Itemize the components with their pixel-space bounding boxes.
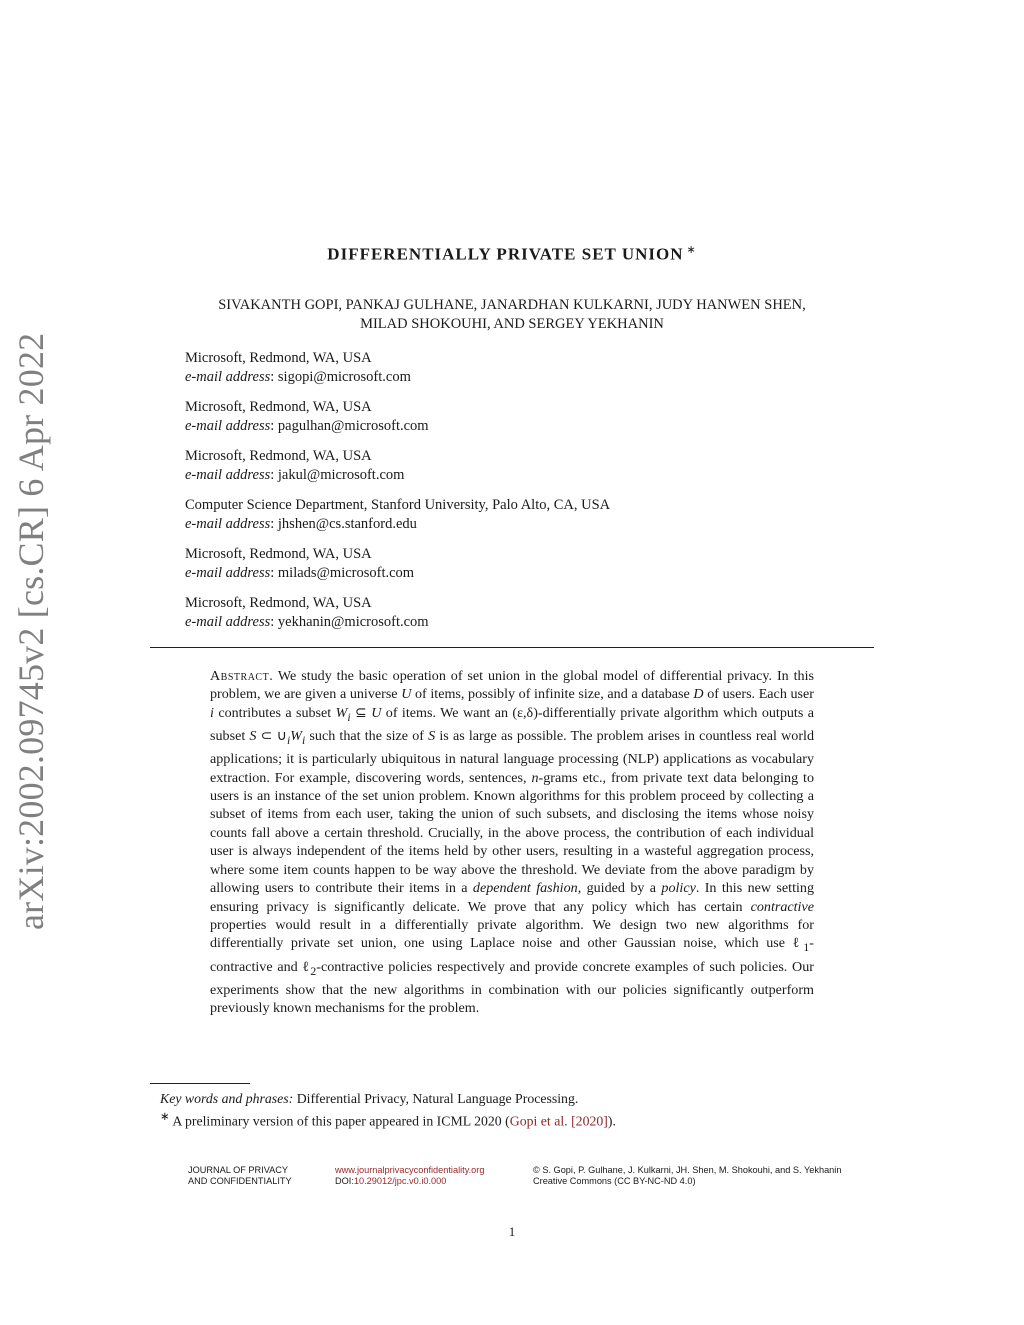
arxiv-stamp: arXiv:2002.09745v2 [cs.CR] 6 Apr 2022 [11, 332, 51, 930]
abstract [210, 667, 814, 1018]
abstract-text: , guided by a [577, 880, 662, 897]
affiliations [185, 349, 610, 643]
preliminary-footnote [160, 1108, 616, 1131]
keywords-footnote [160, 1089, 616, 1108]
footnotes [160, 1089, 616, 1131]
journal-name-line: AND CONFIDENTIALITY [188, 1175, 292, 1186]
email-label: e-mail address [185, 614, 271, 630]
email-link[interactable]: jhshen@cs.stanford.edu [277, 516, 417, 532]
abstract-text: -grams etc., from private text data belonging to users is an instance of the set union problem. Known algorithms for this problem proceed by collecting a subset of items from each user, taking the union of such subsets, and disclosing the items whose noisy counts fall above a certain threshold. Crucially, in the above process, the contribution of each individual user is always independent of the items held by other users, resulting in a wasteful aggregation process, where some item counts happen to be way above the threshold. We deviate from the above paradigm by allowing users to contribute their items in a [210, 769, 814, 897]
doi-link[interactable]: 10.29012/jpc.v0.i0.000 [353, 1175, 447, 1186]
title-text: DIFFERENTIALLY PRIVATE SET UNION [327, 244, 684, 264]
journal-url-link[interactable]: www.journalprivacyconfidentiality.org [335, 1165, 485, 1175]
abstract-text: ⊂ ∪ [256, 728, 287, 745]
journal-links [335, 1165, 484, 1186]
abstract-text: . In this new setting ensuring privacy is significantly delicate. We prove that any policy which has certain [210, 880, 814, 915]
math-sub: i [347, 710, 351, 724]
emphasis: dependent fashion [472, 880, 578, 897]
abstract-text: contributes a subset [213, 704, 336, 721]
doi-label: DOI: [335, 1175, 354, 1186]
title-footnote-mark: ∗ [686, 244, 697, 256]
abstract-text: properties would result in a differentially private algorithm. We design two new algorithms for differentially private set union, one using Laplace noise and other Gaussian noise, which use ℓ [210, 916, 814, 952]
abstract-label: Abstract. [210, 668, 274, 684]
email-link[interactable]: milads@microsoft.com [277, 565, 415, 581]
email-label: e-mail address [185, 565, 271, 581]
math-var: i [210, 704, 214, 721]
abstract-text: such that the size of [305, 728, 429, 745]
citation-link[interactable]: Gopi et al. [2020] [509, 1113, 608, 1129]
abstract-text: of users. Each user [703, 686, 814, 703]
journal-name-line: JOURNAL OF PRIVACY [188, 1165, 289, 1175]
footnote-text: ). [607, 1113, 616, 1129]
footnote-text: A preliminary version of this paper appeared in ICML 2020 ( [169, 1113, 510, 1129]
footnote-mark: ∗ [160, 1111, 170, 1123]
math-var: U [371, 704, 382, 721]
affiliation-place: Microsoft, Redmond, WA, USA [185, 448, 372, 464]
math-var: U [401, 686, 412, 703]
affiliation-item: Microsoft, Redmond, WA, USA e-mail address: pagulhan@microsoft.com [185, 398, 610, 436]
affiliation-item: Computer Science Department, Stanford University, Palo Alto, CA, USA e-mail address: jhshen@cs.stanford.edu [185, 497, 611, 532]
authors-line-2: MILAD SHOKOUHI, AND SERGEY YEKHANIN [360, 316, 664, 332]
affiliation-item: Microsoft, Redmond, WA, USA e-mail address: yekhanin@microsoft.com [185, 594, 610, 632]
math-var: W [335, 704, 348, 721]
email-label: e-mail address [185, 467, 271, 483]
page-number: 1 [508, 1224, 516, 1239]
math-var: D [693, 686, 704, 703]
email-link[interactable]: yekhanin@microsoft.com [277, 614, 429, 630]
paper-title [0, 243, 1024, 265]
emphasis: policy [661, 880, 696, 897]
math-sub: i [301, 733, 306, 747]
math-var: n [531, 769, 539, 786]
abstract-text: -contractive and ℓ [210, 935, 814, 975]
email-link[interactable]: jakul@microsoft.com [277, 467, 405, 483]
abstract-text: We study the basic operation of set union in the global model of differential privacy. In this problem, we are given a universe [210, 668, 814, 703]
email-link[interactable]: sigopi@microsoft.com [277, 369, 411, 385]
copyright-block [533, 1165, 841, 1186]
abstract-text: ⊆ [350, 704, 372, 721]
math-sub: 1 [803, 941, 810, 955]
affiliation-item: Microsoft, Redmond, WA, USA e-mail address: jakul@microsoft.com [185, 447, 610, 485]
header-rule [150, 647, 874, 648]
footnote-rule [150, 1083, 250, 1084]
math-sub: i [286, 733, 291, 747]
abstract-text: is as large as possible. The problem arises in countless real world applications; it is particularly ubiquitous in natural language processing (NLP) applications as vocabulary extraction. For example, discovering words, sentences, [210, 728, 814, 786]
author-list [150, 296, 874, 334]
math-var: W [290, 728, 302, 745]
abstract-text: of items. We want an (ε,δ)-differentially private algorithm which outputs a subset [210, 704, 814, 745]
emphasis: contractive [750, 898, 814, 915]
abstract-text: -contractive policies respectively and provide concrete examples of such policies. Our experiments show that the new algorithms in combination with our policies significantly outperform previously known mechanisms for the problem. [210, 958, 814, 1017]
email-label: e-mail address [185, 516, 271, 532]
email-link[interactable]: pagulhan@microsoft.com [277, 418, 429, 434]
math-var: S [249, 728, 257, 745]
affiliation-place: Microsoft, Redmond, WA, USA [185, 595, 372, 611]
copyright-text: © S. Gopi, P. Gulhane, J. Kulkarni, JH. Shen, M. Shokouhi, and S. Yekhanin [533, 1165, 842, 1175]
license-text: Creative Commons (CC BY-NC-ND 4.0) [533, 1175, 696, 1186]
keywords-text: Differential Privacy, Natural Language Processing. [293, 1091, 579, 1106]
journal-name [188, 1165, 292, 1186]
email-label: e-mail address [185, 418, 271, 434]
keywords-label: Key words and phrases: [160, 1091, 294, 1106]
affiliation-place: Computer Science Department, Stanford University, Palo Alto, CA, USA [185, 497, 611, 513]
affiliation-item: Microsoft, Redmond, WA, USA e-mail address: sigopi@microsoft.com [185, 349, 610, 387]
affiliation-place: Microsoft, Redmond, WA, USA [185, 350, 372, 366]
email-label: e-mail address [185, 369, 271, 385]
math-sub: 2 [310, 964, 317, 978]
affiliation-item: Microsoft, Redmond, WA, USA e-mail address: milads@microsoft.com [185, 545, 610, 583]
abstract-text: of items, possibly of infinite size, and a database [411, 686, 694, 703]
affiliation-place: Microsoft, Redmond, WA, USA [185, 399, 372, 415]
math-var: S [428, 728, 436, 745]
authors-line-1: SIVAKANTH GOPI, PANKAJ GULHANE, JANARDHAN KULKARNI, JUDY HANWEN SHEN, [218, 297, 806, 313]
affiliation-place: Microsoft, Redmond, WA, USA [185, 546, 372, 562]
